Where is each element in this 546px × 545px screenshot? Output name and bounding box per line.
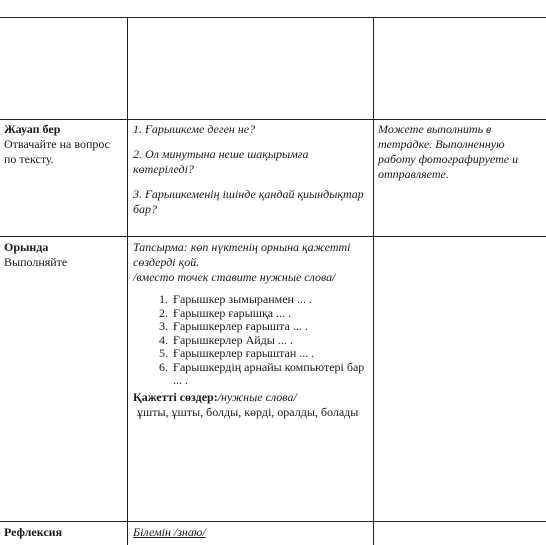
- answer-label-ru: Отвачайте на вопрос: [4, 137, 110, 151]
- table-row-divider: [0, 236, 546, 237]
- question-3: 3. Ғарышкеменің ішінде қандай қиындықтар бар?: [133, 187, 364, 216]
- question-2: 2. Ол минутына неше шақырымға көтеріледі?: [133, 147, 309, 176]
- needed-words-heading: [133, 390, 369, 405]
- submission-note: Можете выполнить в тетрадке. Выполненную работу фотографируете и отправляете.: [378, 122, 519, 181]
- task-row-label: [4, 240, 124, 270]
- questions-list: [133, 122, 369, 227]
- task-instruction-ru: /вместо точек ставите нужные слова/: [133, 270, 336, 284]
- table-row-divider: [0, 521, 546, 522]
- list-item: 4. Ғарышкерлер Айды ... .: [171, 334, 369, 348]
- needed-words-list: ұшты, ұшты, болды, көрді, оралды, болады: [137, 404, 359, 419]
- list-item: 6. Ғарышкердің арнайы компьютері бар ... .: [171, 361, 369, 388]
- answer-label-ru-2: по тексту.: [4, 152, 54, 166]
- list-item: 1. Ғарышкер зымыранмен ... .: [171, 293, 369, 307]
- task-content: [133, 240, 369, 420]
- table-border-top: [0, 17, 546, 18]
- list-item: 3. Ғарышкерлер ғарышта ... .: [171, 320, 369, 334]
- table-column-divider: [127, 17, 128, 545]
- reflection-text: Білемін /знаю/: [133, 525, 206, 539]
- needed-words-ru: /нужные слова/: [217, 389, 297, 404]
- answer-row-label: [4, 122, 124, 167]
- reflection-label: Рефлексия: [4, 525, 63, 539]
- task-instruction-kk: Тапсырма: көп нүктенің орнына қажетті сөздерді қой.: [133, 240, 351, 269]
- table-column-divider: [373, 17, 374, 545]
- task-label-ru: Выполняйте: [4, 255, 68, 269]
- list-item: 5. Ғарышкерлер ғарыштан ... .: [171, 347, 369, 361]
- needed-words-label: Қажетті сөздер:: [133, 389, 218, 404]
- table-row-divider: [0, 119, 546, 120]
- task-label-kk: Орында: [4, 240, 49, 254]
- answer-label-kk: Жауап бер: [4, 122, 61, 136]
- list-item: 2. Ғарышкер ғарышқа ... .: [171, 307, 369, 321]
- question-1: 1. Ғарышкеме деген не?: [133, 122, 256, 136]
- sentence-list: [133, 293, 369, 388]
